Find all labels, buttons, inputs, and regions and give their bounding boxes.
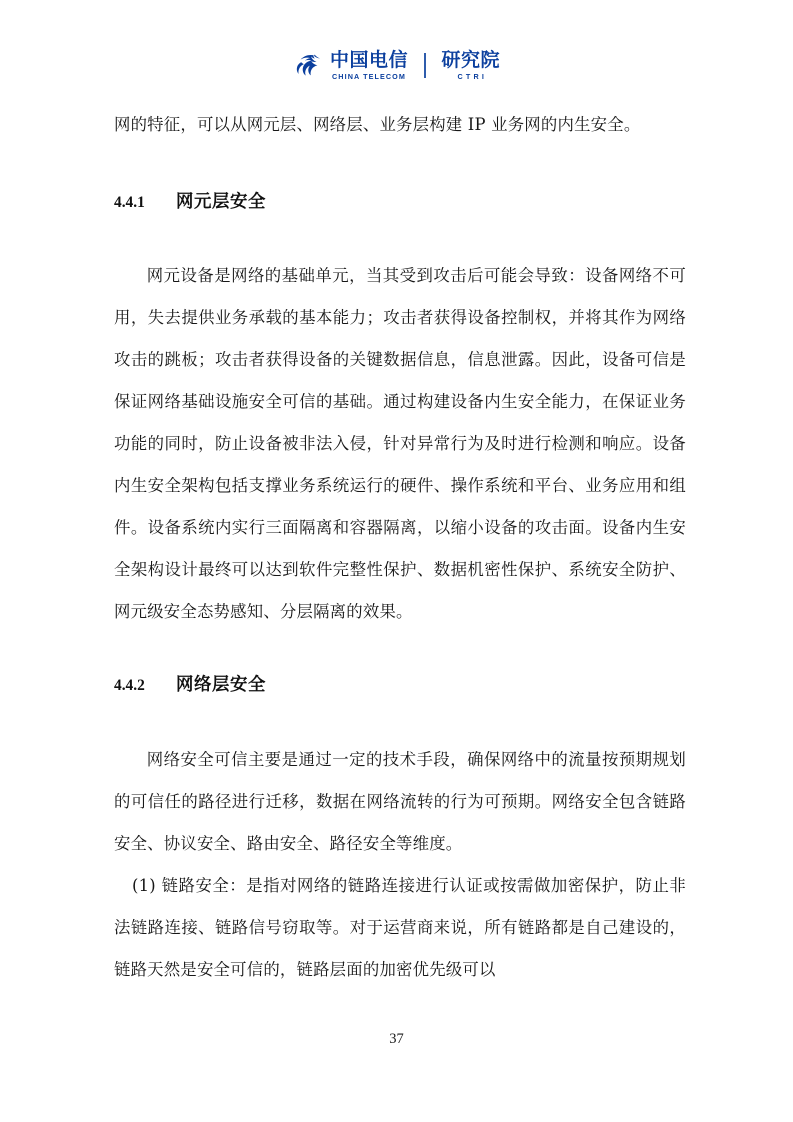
logo-sub-cn: 研究院	[441, 49, 501, 72]
page-content	[114, 104, 686, 991]
intro-paragraph: 网的特征，可以从网元层、网络层、业务层构建 IP 业务网的内生安全。	[114, 115, 641, 134]
logo-divider	[424, 53, 426, 78]
section-4-4-2-paragraph-2: (1) 链路安全：是指对网络的链路连接进行认证或按需做加密保护，防止非法链路连接、链路信号窃取等。对于运营商来说，所有链路都是自己建设的，链路天然是安全可信的，链路层面的加密优先级可以	[114, 875, 686, 979]
china-telecom-swirl-icon	[293, 51, 321, 79]
section-heading-4-4-2	[114, 677, 686, 694]
section-number: 4.4.1	[114, 194, 145, 211]
section-title: 网元层安全	[176, 192, 266, 212]
spacer	[114, 633, 686, 677]
logo-brand-block	[330, 51, 408, 80]
section-4-4-1-paragraph-1: 网元设备是网络的基础单元，当其受到攻击后可能会导致：设备网络不可用，失去提供业务承载的基本能力；攻击者获得设备控制权，并将其作为网络攻击的跳板；攻击者获得设备的关键数据信息，信息泄露。因此，设备可信是保证网络基础设施安全可信的基础。通过构建设备内生安全能力，在保证业务功能的同时，防止设备被非法入侵，针对异常行为及时进行检测和响应。设备内生安全架构包括支撑业务系统运行的硬件、操作系统和平台、业务应用和组件。设备系统内实行三面隔离和容器隔离，以缩小设备的攻击面。设备内生安全架构设计最终可以达到软件完整性保护、数据机密性保护、系统安全防护、网元级安全态势感知、分层隔离的效果。	[114, 266, 686, 622]
logo-brand-cn: 中国电信	[329, 49, 408, 72]
section-title: 网络层安全	[176, 675, 266, 696]
page-header	[0, 40, 793, 92]
spacer	[114, 211, 686, 255]
logo-sub-block	[442, 51, 501, 80]
spacer	[114, 146, 686, 194]
logo-brand-en: CHINA TELECOM	[332, 72, 406, 82]
section-heading-4-4-1	[114, 194, 686, 211]
section-4-4-2-paragraph-1: 网络安全可信主要是通过一定的技术手段，确保网络中的流量按预期规划的可信任的路径进行迁移，数据在网络流转的行为可预期。网络安全包含链路安全、协议安全、路由安全、路径安全等维度。	[114, 749, 686, 853]
section-number: 4.4.2	[114, 677, 145, 695]
china-telecom-logo	[293, 51, 500, 80]
spacer	[114, 695, 686, 739]
logo-sub-en: CTRI	[457, 72, 488, 82]
page-number: 37	[389, 1031, 404, 1047]
page-footer	[0, 1030, 793, 1048]
